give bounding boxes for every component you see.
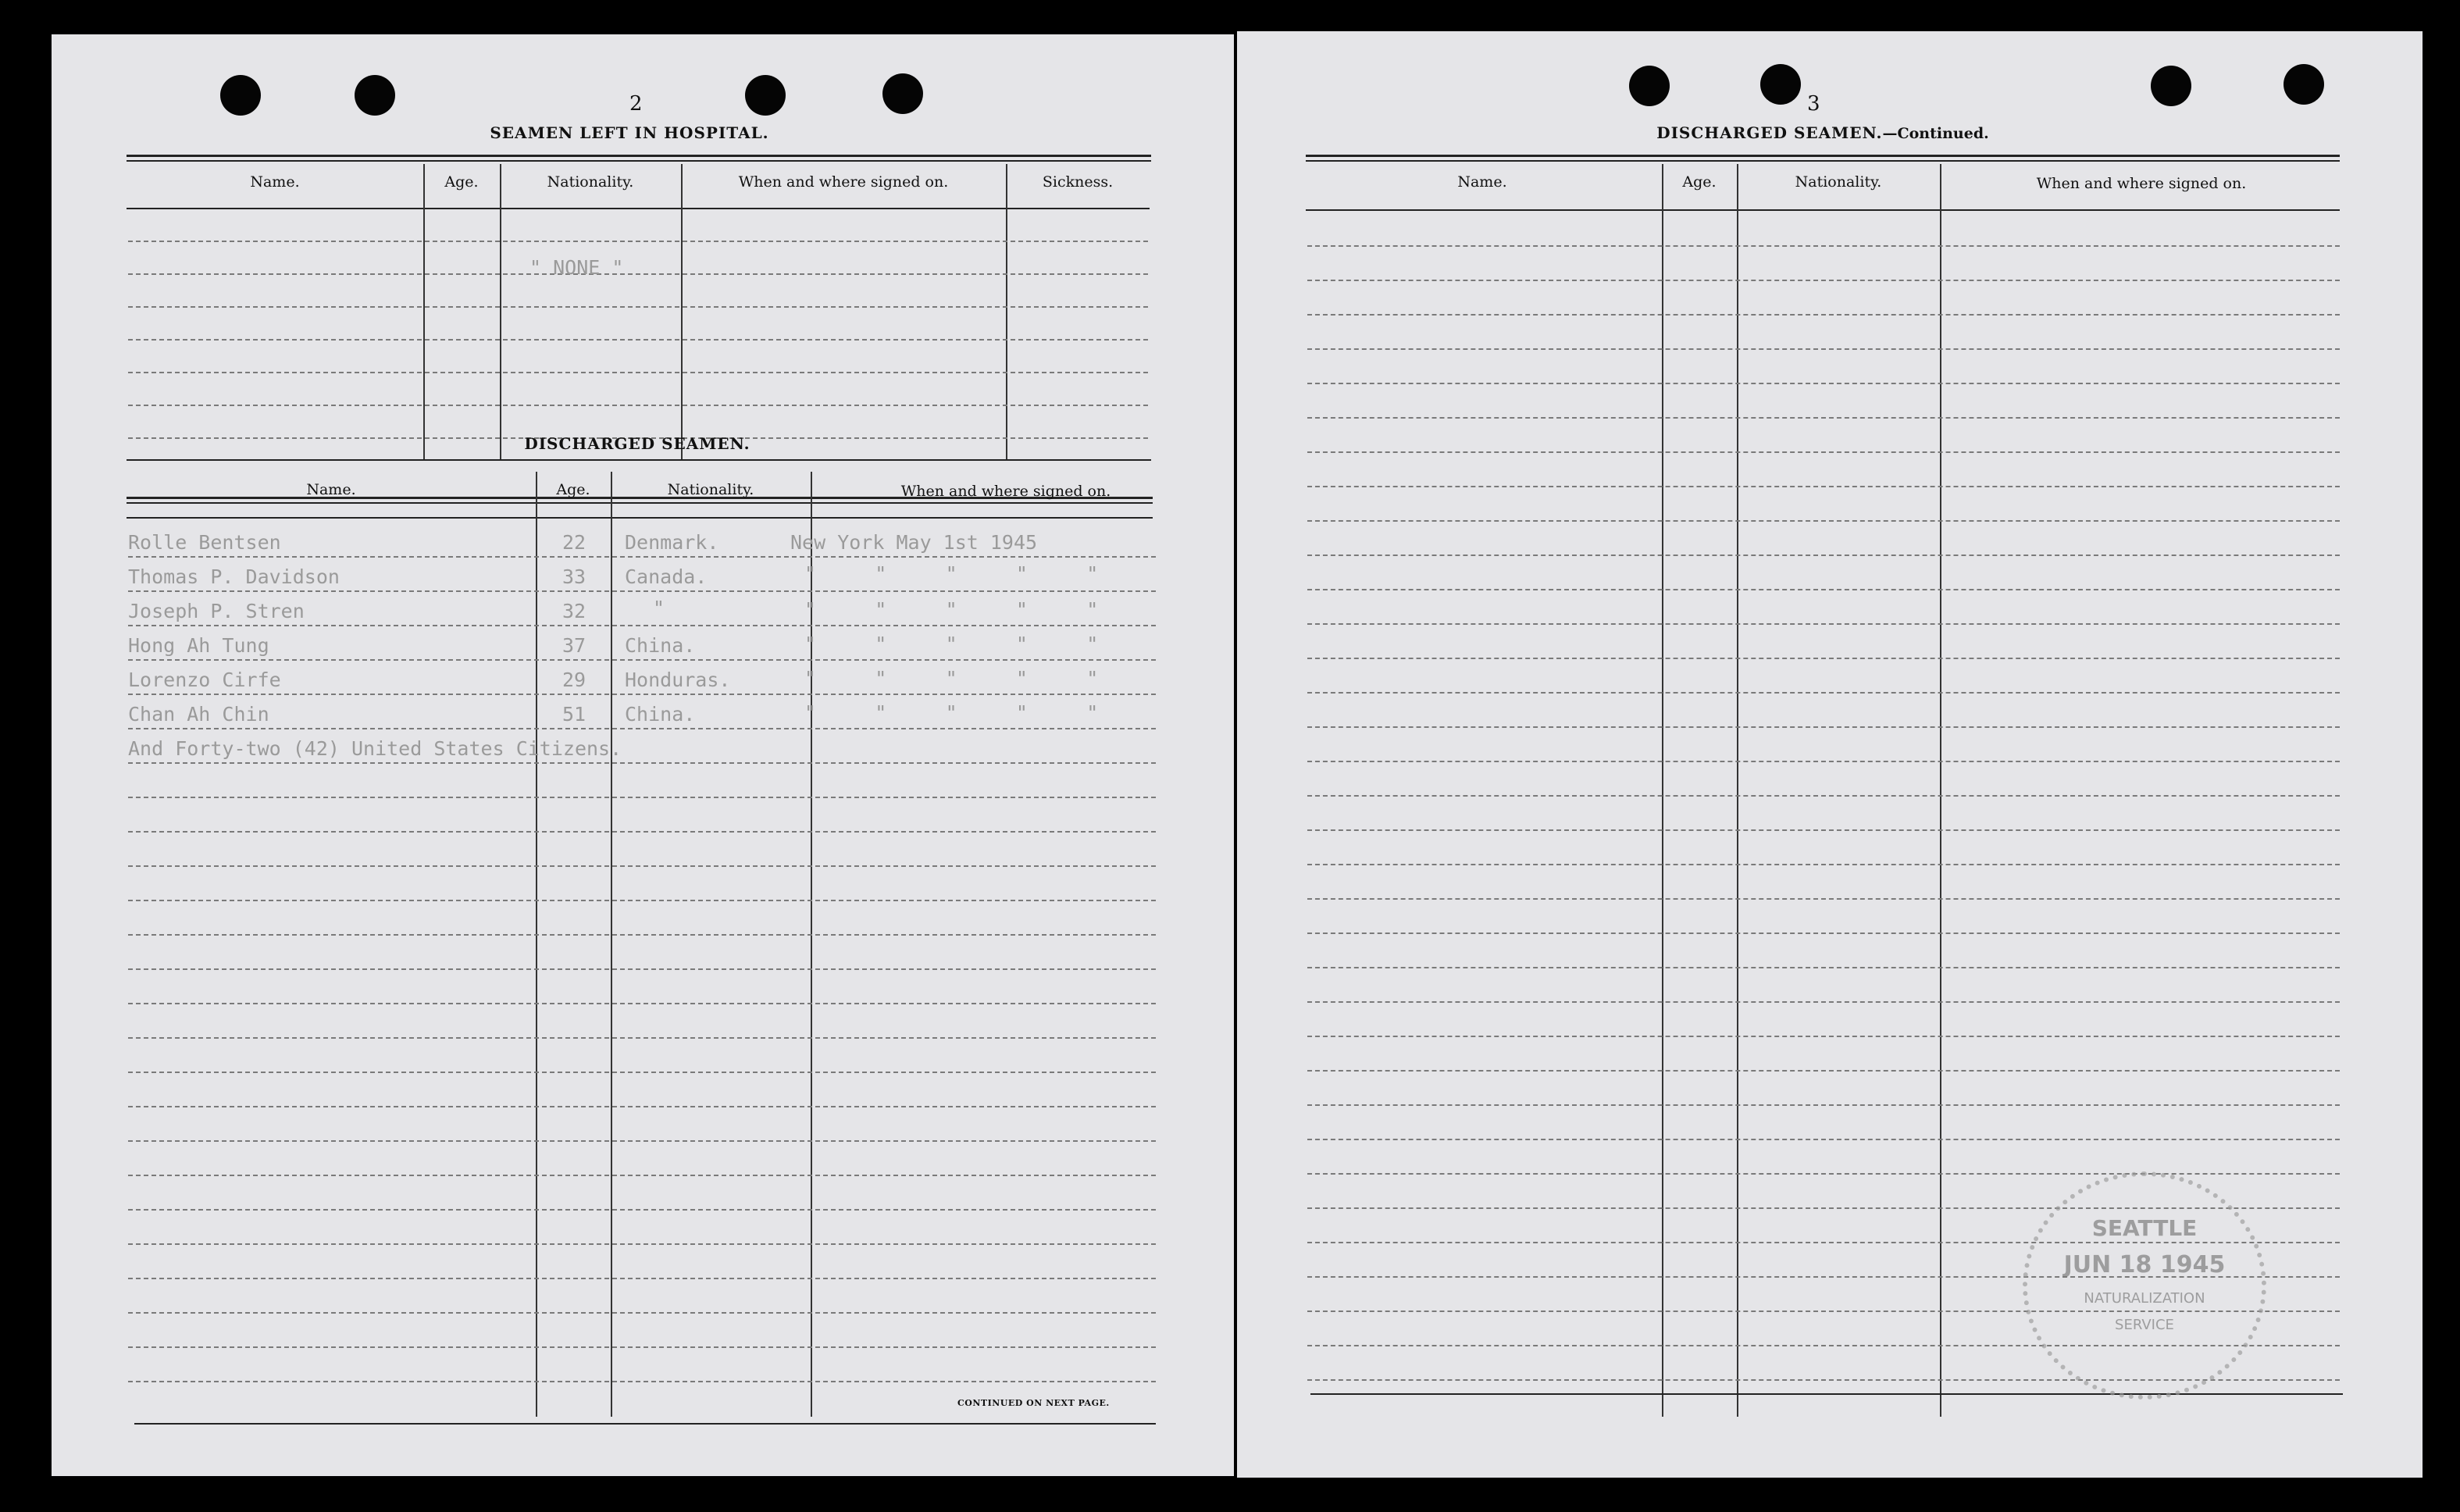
entry-line (128, 968, 1156, 970)
entry-line (1307, 383, 2340, 384)
entry-line (128, 372, 1148, 373)
entry-line (1307, 245, 2340, 247)
punch-hole (355, 75, 395, 116)
col-header-nationality: Nationality. (667, 481, 754, 498)
seaman-signed-on: " " " " " (804, 633, 1099, 655)
entry-line (128, 273, 1148, 275)
discharged-section-title: DISCHARGED SEAMEN. (524, 434, 750, 453)
stamp-date: JUN 18 1945 (2063, 1251, 2226, 1278)
col-header-name: Name. (306, 481, 356, 498)
seaman-name: Hong Ah Tung (128, 634, 269, 657)
entry-line (1307, 726, 2340, 728)
seaman-age: 33 (562, 565, 586, 588)
continued-note: CONTINUED ON NEXT PAGE. (957, 1398, 1110, 1408)
entry-line (128, 1106, 1156, 1107)
entry-line (1307, 1001, 2340, 1003)
entry-line (1307, 795, 2340, 797)
punch-hole (1629, 66, 1670, 106)
entry-line (128, 831, 1156, 833)
entry-line (1307, 451, 2340, 453)
stamp-top: SEATTLE (2091, 1215, 2198, 1241)
seaman-name: Lorenzo Cirfe (128, 669, 281, 691)
entry-line (1307, 1139, 2340, 1140)
entry-line (128, 556, 1156, 558)
punch-hole (745, 75, 786, 116)
entry-line (128, 1346, 1156, 1348)
seaman-age: 51 (562, 703, 586, 726)
entry-line (1307, 1173, 2340, 1175)
entry-line (128, 405, 1148, 406)
column-divider (500, 164, 501, 459)
column-divider (423, 164, 425, 459)
entry-line (128, 339, 1148, 341)
entry-line (128, 1312, 1156, 1314)
entry-line (128, 1175, 1156, 1176)
seaman-name: Chan Ah Chin (128, 703, 269, 726)
entry-line (1307, 761, 2340, 762)
stamp-bottom: SERVICE (2115, 1317, 2174, 1333)
entry-line (1307, 589, 2340, 590)
col-header-nationality: Nationality. (547, 173, 634, 191)
seaman-age: 32 (562, 600, 586, 622)
bottom-rule (134, 1423, 1156, 1425)
col-header-signed-on: When and where signed on. (900, 483, 1111, 500)
entry-line (128, 625, 1156, 626)
entry-line (1307, 555, 2340, 556)
entry-line (1307, 864, 2340, 865)
seaman-age: 29 (562, 669, 586, 691)
entry-line (1307, 1036, 2340, 1037)
entry-line (1307, 1104, 2340, 1106)
header-rule (127, 517, 1153, 519)
column-divider (611, 472, 612, 1417)
entry-line (1307, 898, 2340, 900)
entry-line (128, 1003, 1156, 1004)
page-number: 2 (629, 92, 643, 116)
bottom-rule (1310, 1393, 2343, 1395)
seaman-signed-on: New York May 1st 1945 (790, 531, 1038, 554)
entry-line (128, 1209, 1156, 1211)
page-number: 3 (1807, 92, 1820, 116)
seaman-name: Joseph P. Stren (128, 600, 305, 622)
title-rule (1306, 155, 2340, 162)
punch-hole (2284, 64, 2324, 105)
col-header-name: Name. (250, 173, 300, 191)
column-divider (536, 472, 537, 1417)
entry-line (128, 1140, 1156, 1142)
hospital-entry: " NONE " (529, 256, 624, 279)
immigration-stamp (2023, 1171, 2266, 1400)
page-title-continued: —Continued. (1882, 125, 1989, 142)
entry-line (1307, 623, 2340, 625)
seaman-nationality: Canada. (625, 565, 708, 588)
closing-line: And Forty-two (42) United States Citizens. (128, 737, 622, 760)
entry-line (128, 1037, 1156, 1039)
entry-line (128, 694, 1156, 695)
page-title-main: DISCHARGED SEAMEN. (1656, 123, 1883, 142)
col-header-name: Name. (1457, 173, 1507, 191)
entry-line (1307, 1070, 2340, 1072)
seaman-signed-on: " " " " " (804, 598, 1099, 621)
entry-line (1307, 829, 2340, 831)
punch-hole (2151, 66, 2191, 106)
seaman-nationality: China. (625, 634, 696, 657)
entry-line (128, 1278, 1156, 1279)
entry-line (128, 900, 1156, 901)
seaman-age: 37 (562, 634, 586, 657)
entry-line (1307, 933, 2340, 934)
stamp-middle: NATURALIZATION (2084, 1290, 2205, 1307)
entry-line (128, 728, 1156, 729)
col-header-signed-on: When and where signed on. (2036, 175, 2247, 192)
seaman-nationality: China. (625, 703, 696, 726)
entry-line (128, 241, 1148, 242)
col-header-sickness: Sickness. (1042, 173, 1114, 191)
entry-line (128, 762, 1156, 764)
seaman-nationality: Denmark. (625, 531, 719, 554)
column-divider (1006, 164, 1007, 459)
column-divider (1940, 164, 1941, 1417)
seaman-nationality: Honduras. (625, 669, 731, 691)
entry-line (1307, 417, 2340, 419)
entry-line (128, 590, 1156, 592)
seaman-age: 22 (562, 531, 586, 554)
page-title (1237, 123, 2408, 142)
col-header-nationality: Nationality. (1795, 173, 1882, 191)
seaman-name: Thomas P. Davidson (128, 565, 340, 588)
punch-hole (1760, 64, 1801, 105)
column-divider (1662, 164, 1663, 1417)
col-header-age: Age. (556, 481, 590, 498)
entry-line (1307, 314, 2340, 316)
punch-hole (220, 75, 261, 116)
left-page (52, 34, 1234, 1476)
col-header-age: Age. (444, 173, 479, 191)
seaman-nationality: " (653, 597, 665, 619)
entry-line (128, 1243, 1156, 1245)
entry-line (128, 659, 1156, 661)
entry-line (128, 1072, 1156, 1073)
entry-line (1307, 486, 2340, 487)
entry-line (1307, 692, 2340, 694)
entry-line (1307, 658, 2340, 659)
col-header-age: Age. (1682, 173, 1717, 191)
entry-line (1307, 520, 2340, 522)
title-rule (127, 155, 1151, 162)
entry-line (1307, 280, 2340, 281)
entry-line (128, 934, 1156, 936)
column-divider (1737, 164, 1738, 1417)
entry-line (128, 797, 1156, 798)
header-rule (1306, 209, 2340, 211)
header-rule (127, 208, 1150, 209)
seaman-name: Rolle Bentsen (128, 531, 281, 554)
seaman-signed-on: " " " " " (804, 667, 1099, 690)
punch-hole (882, 73, 923, 114)
entry-line (1307, 348, 2340, 350)
seaman-signed-on: " " " " " (804, 701, 1099, 724)
seaman-signed-on: " " " " " (804, 562, 1099, 585)
column-divider (681, 164, 683, 459)
entry-line (128, 1381, 1156, 1382)
entry-line (1307, 967, 2340, 968)
col-header-signed-on: When and where signed on. (738, 173, 949, 191)
entry-line (128, 865, 1156, 867)
section-rule (127, 459, 1151, 461)
entry-line (128, 306, 1148, 308)
hospital-section-title: SEAMEN LEFT IN HOSPITAL. (490, 123, 769, 142)
